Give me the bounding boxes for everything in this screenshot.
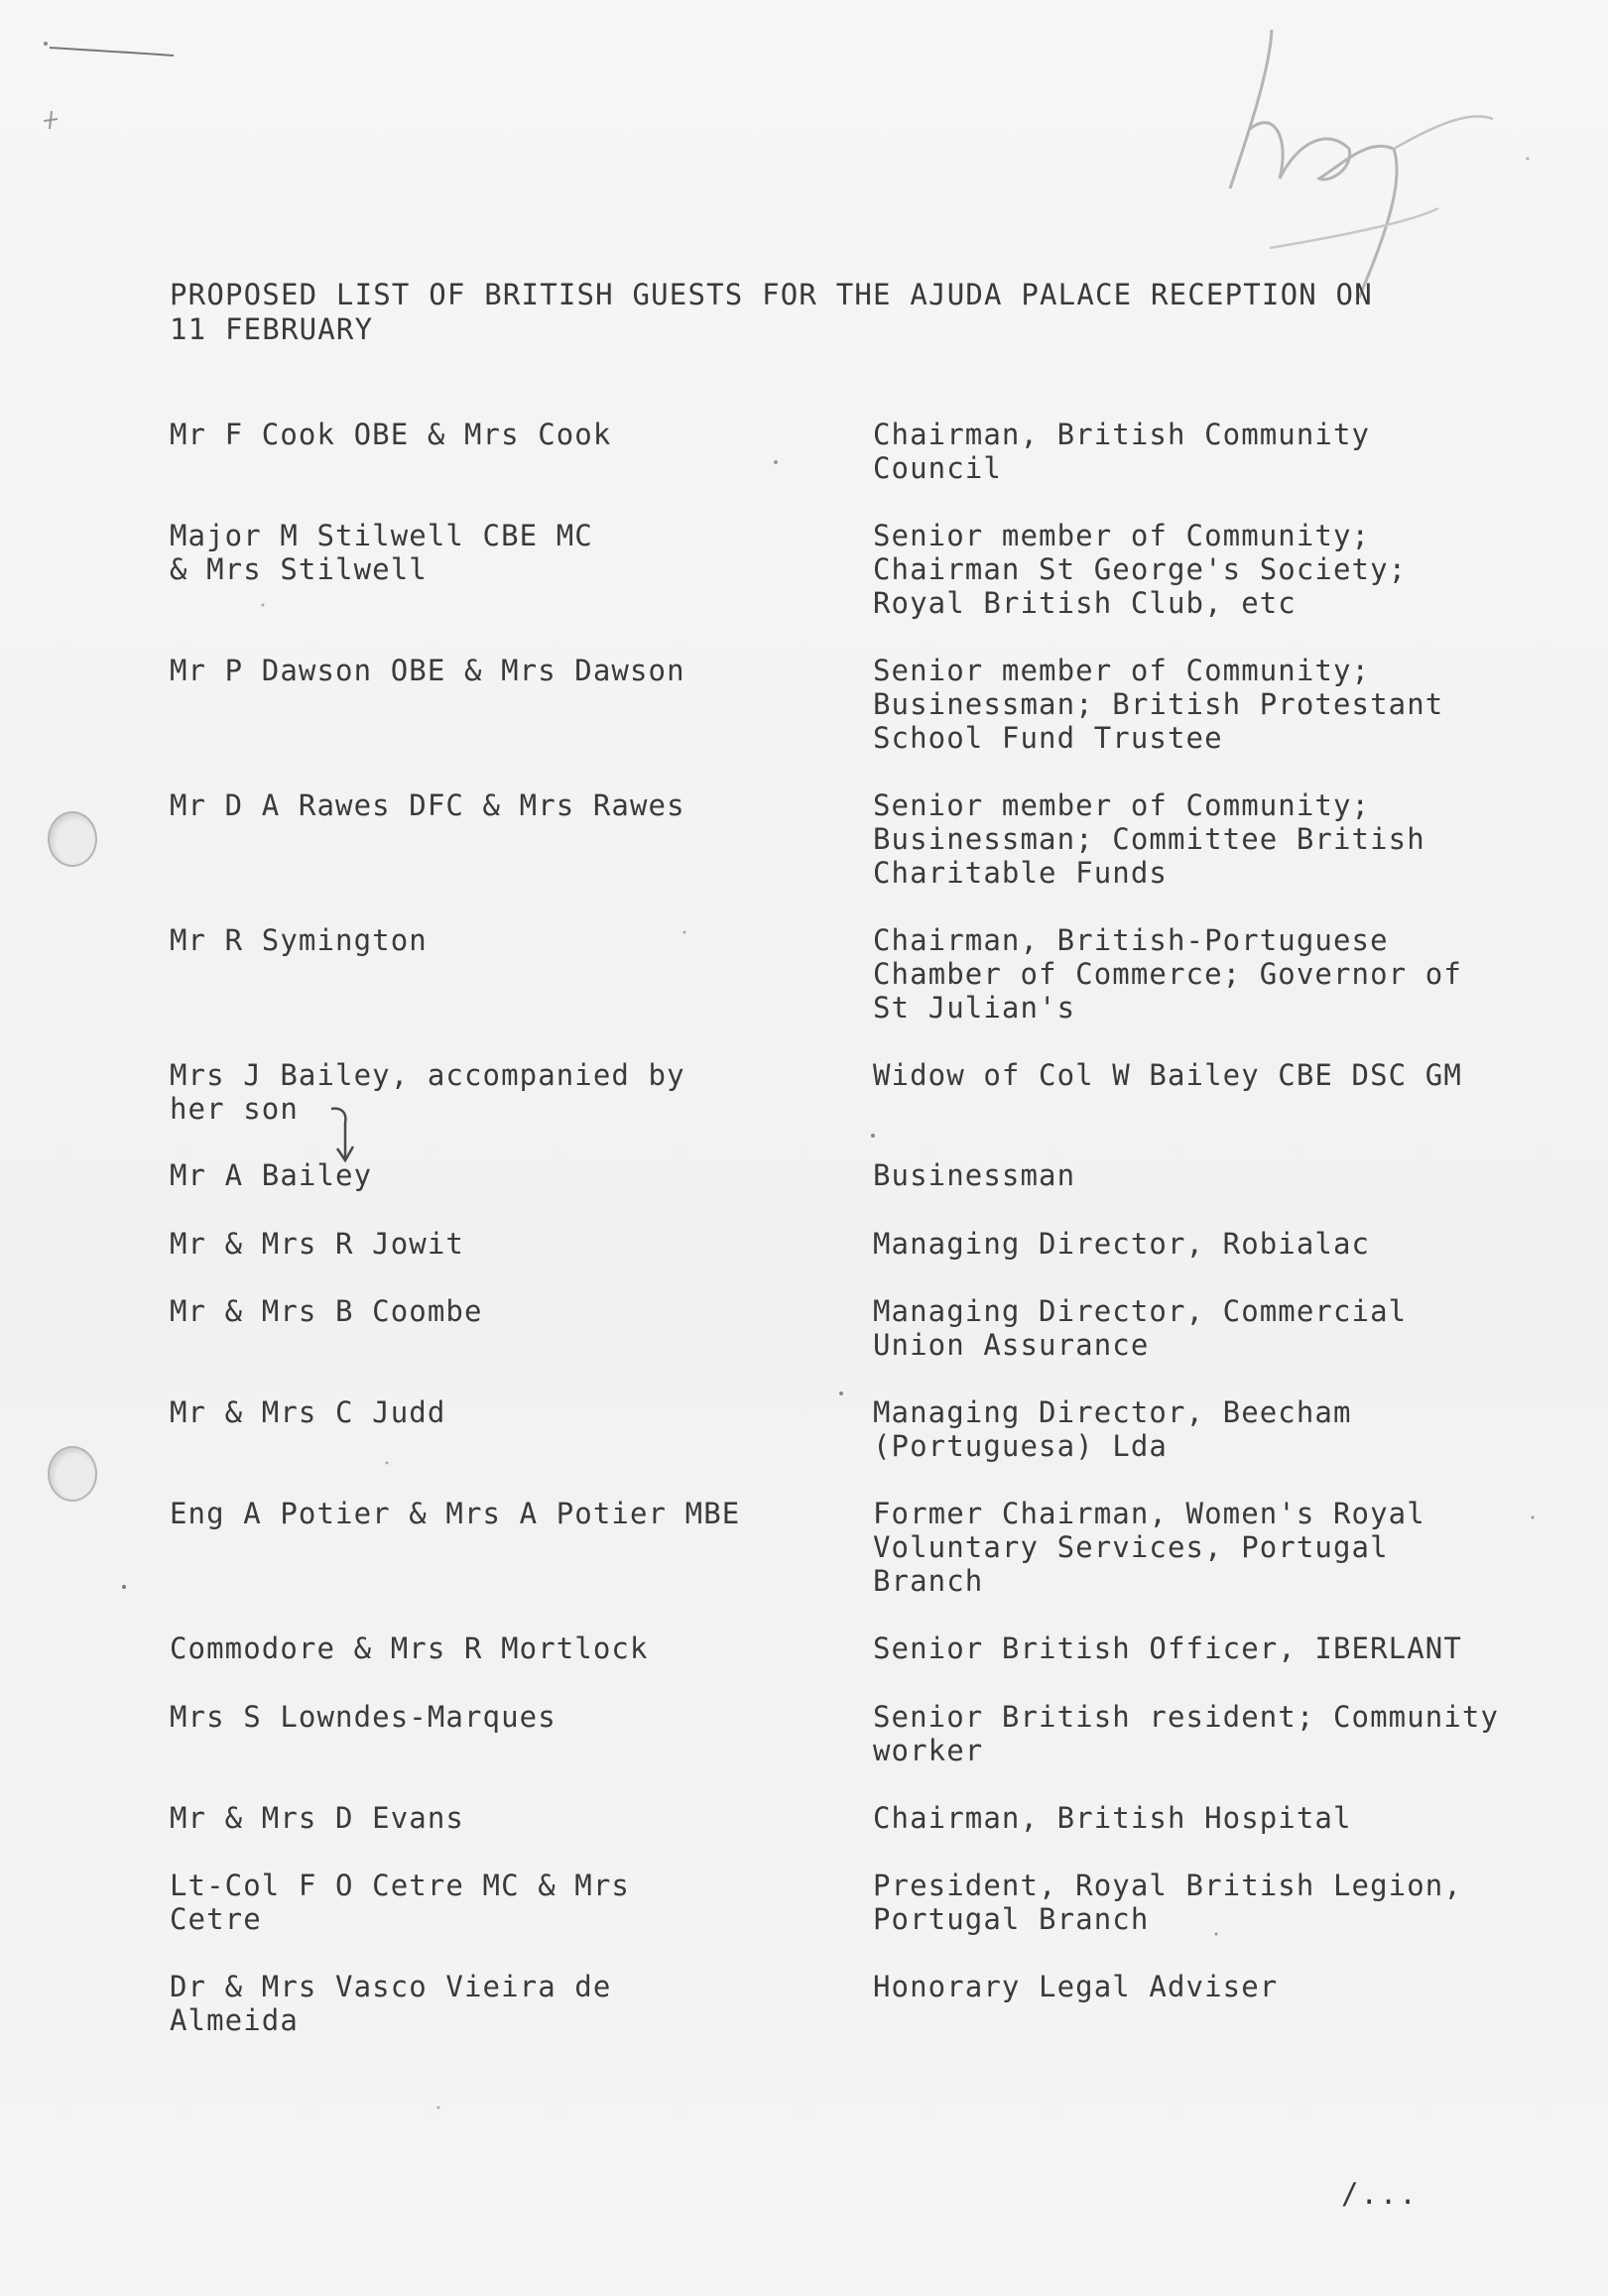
guest-role: Chairman, British Hospital — [873, 1801, 1352, 1835]
guest-name: Major M Stilwell CBE MC & Mrs Stilwell — [170, 519, 593, 586]
guest-name: Mrs J Bailey, accompanied by her son — [170, 1058, 685, 1126]
guest-role: Senior member of Community; Chairman St George's Society; Royal British Club, etc — [873, 519, 1408, 620]
guest-name: Mr & Mrs B Coombe — [170, 1294, 483, 1328]
guest-role: Senior British Officer, IBERLANT — [873, 1631, 1462, 1665]
guest-role: Businessman — [873, 1158, 1076, 1192]
guest-name: Mr & Mrs D Evans — [170, 1801, 464, 1835]
guest-name: Eng A Potier & Mrs A Potier MBE — [170, 1497, 741, 1530]
guest-role: Senior British resident; Community worker — [873, 1700, 1500, 1767]
guest-role: Honorary Legal Adviser — [873, 1970, 1279, 2003]
punch-hole-bottom — [48, 1446, 97, 1502]
guest-role: Managing Director, Robialac — [873, 1227, 1371, 1261]
guest-name: Mrs S Lowndes-Marques — [170, 1700, 557, 1734]
continuation-mark: /... — [1341, 2177, 1419, 2211]
guest-role: Managing Director, Commercial Union Assurance — [873, 1294, 1408, 1362]
guest-name: Mr & Mrs C Judd — [170, 1395, 446, 1429]
document-title: PROPOSED LIST OF BRITISH GUESTS FOR THE AJUDA PALACE RECEPTION ON 11 FEBRUARY — [170, 278, 1373, 346]
handwritten-arrow-icon — [325, 1101, 365, 1170]
guest-role: Senior member of Community; Businessman; Committee British Charitable Funds — [873, 788, 1425, 890]
guest-role: Senior member of Community; Businessman; British Protestant School Fund Trustee — [873, 654, 1444, 755]
punch-hole-top — [48, 811, 97, 867]
guest-role: President, Royal British Legion, Portugal Branch — [873, 1869, 1462, 1936]
guest-name: Commodore & Mrs R Mortlock — [170, 1631, 649, 1665]
guest-name: Mr D A Rawes DFC & Mrs Rawes — [170, 788, 685, 822]
guest-role: Widow of Col W Bailey CBE DSC GM — [873, 1058, 1462, 1092]
guest-name: Mr P Dawson OBE & Mrs Dawson — [170, 654, 685, 687]
guest-name: Mr A Bailey — [170, 1158, 373, 1192]
guest-name: Mr R Symington — [170, 923, 428, 957]
guest-name: Dr & Mrs Vasco Vieira de Almeida — [170, 1970, 612, 2037]
guest-name: Mr & Mrs R Jowit — [170, 1227, 464, 1261]
guest-role: Chairman, British Community Council — [873, 418, 1371, 485]
guest-name: Lt-Col F O Cetre MC & Mrs Cetre — [170, 1869, 630, 1936]
guest-role: Managing Director, Beecham (Portuguesa) Lda — [873, 1395, 1352, 1463]
guest-role: Former Chairman, Women's Royal Voluntary Services, Portugal Branch — [873, 1497, 1425, 1598]
guest-role: Chairman, British-Portuguese Chamber of Commerce; Governor of St Julian's — [873, 923, 1462, 1025]
guest-name: Mr F Cook OBE & Mrs Cook — [170, 418, 612, 451]
